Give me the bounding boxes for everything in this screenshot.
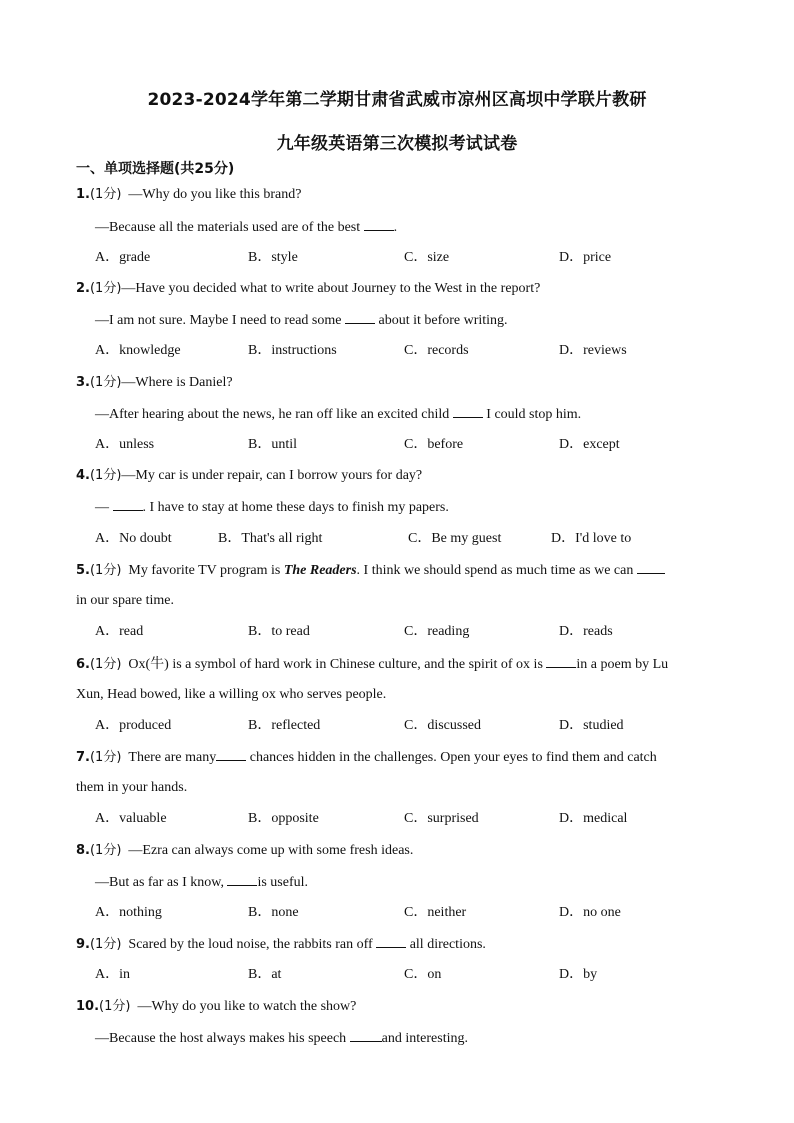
question-6-stem: 6.(1分) Ox(牛) is a symbol of hard work in Chinese culture, and the spirit of ox is in a poem by Lu [76, 657, 669, 672]
option-a: A．produced [95, 718, 172, 733]
option-a: A．grade [95, 250, 151, 265]
option-d: D．reads [559, 624, 613, 639]
question-7-stem: 7.(1分) There are many chances hidden in the challenges. Open your eyes to find them and catch [76, 750, 657, 765]
option-c: C．on [404, 967, 442, 982]
exam-title-line1: 2023-2024学年第二学期甘肃省武威市凉州区高坝中学联片教研 [147, 90, 647, 110]
question-4-stem-line2: — . I have to stay at home these days to finish my papers. [95, 500, 449, 515]
exam-title-line2: 九年级英语第三次模拟考试试卷 [276, 134, 518, 154]
option-a: A．valuable [95, 811, 167, 826]
question-2-stem: 2.(1分)—Have you decided what to write about Journey to the West in the report? [76, 281, 541, 296]
option-a: A．nothing [95, 905, 162, 920]
option-b: B．until [248, 437, 298, 452]
option-b: B．That's all right [218, 531, 323, 546]
option-a: A．read [95, 624, 144, 639]
option-b: B．style [248, 250, 298, 265]
question-4-stem: 4.(1分)—My car is under repair, can I borrow yours for day? [76, 468, 423, 483]
question-8-stem-line2: —But as far as I know, is useful. [95, 875, 309, 890]
option-d: D．by [559, 967, 598, 982]
option-a: A．knowledge [95, 343, 181, 358]
question-6-stem-line2: Xun, Head bowed, like a willing ox who serves people. [76, 687, 387, 702]
option-c: C．discussed [404, 718, 481, 733]
answer-blank [350, 1029, 382, 1042]
answer-blank [227, 873, 257, 886]
option-c: C．records [404, 343, 469, 358]
answer-blank [453, 405, 483, 418]
option-d: D．reviews [559, 343, 627, 358]
question-1-stem-line2: —Because all the materials used are of the best . [95, 220, 398, 235]
option-d: D．no one [559, 905, 621, 920]
question-5-stem: 5.(1分) My favorite TV program is The Readers. I think we should spend as much time as we can [76, 561, 665, 580]
question-5-stem-line2: in our spare time. [76, 593, 174, 608]
option-c: C．surprised [404, 811, 479, 826]
question-8-stem: 8.(1分) —Ezra can always come up with some fresh ideas. [76, 843, 414, 858]
answer-blank [216, 748, 246, 761]
answer-blank [637, 561, 665, 574]
option-a: A．in [95, 967, 130, 982]
question-1-stem: 1.(1分) —Why do you like this brand? [76, 187, 302, 202]
option-c: C．Be my guest [408, 531, 502, 546]
option-b: B．to read [248, 624, 310, 639]
question-9-stem: 9.(1分) Scared by the loud noise, the rabbits ran off all directions. [76, 937, 486, 952]
option-d: D．medical [559, 811, 628, 826]
option-d: D．studied [559, 718, 624, 733]
option-c: C．neither [404, 905, 467, 920]
question-3-stem: 3.(1分)—Where is Daniel? [76, 375, 233, 390]
answer-blank [345, 311, 375, 324]
option-c: C．size [404, 250, 450, 265]
question-3-stem-line2: —After hearing about the news, he ran off like an excited child I could stop him. [95, 407, 582, 422]
answer-blank [364, 218, 394, 231]
option-d: D．except [559, 437, 620, 452]
option-b: B．at [248, 967, 282, 982]
option-c: C．reading [404, 624, 470, 639]
section-heading: 一、单项选择题(共25分) [76, 161, 235, 177]
answer-blank [546, 655, 576, 668]
option-b: B．none [248, 905, 299, 920]
question-10-stem: 10.(1分) —Why do you like to watch the show? [76, 999, 357, 1014]
option-a: A．unless [95, 437, 155, 452]
answer-blank [113, 498, 143, 511]
option-b: B．reflected [248, 718, 321, 733]
answer-blank [376, 935, 406, 948]
option-b: B．opposite [248, 811, 319, 826]
option-d: D．price [559, 250, 612, 265]
option-a: A．No doubt [95, 531, 172, 546]
question-10-stem-line2: —Because the host always makes his speech and interesting. [95, 1031, 468, 1046]
question-7-stem-line2: them in your hands. [76, 780, 188, 795]
option-c: C．before [404, 437, 464, 452]
question-2-stem-line2: —I am not sure. Maybe I need to read some about it before writing. [95, 313, 508, 328]
option-d: D．I'd love to [551, 531, 632, 546]
option-b: B．instructions [248, 343, 337, 358]
